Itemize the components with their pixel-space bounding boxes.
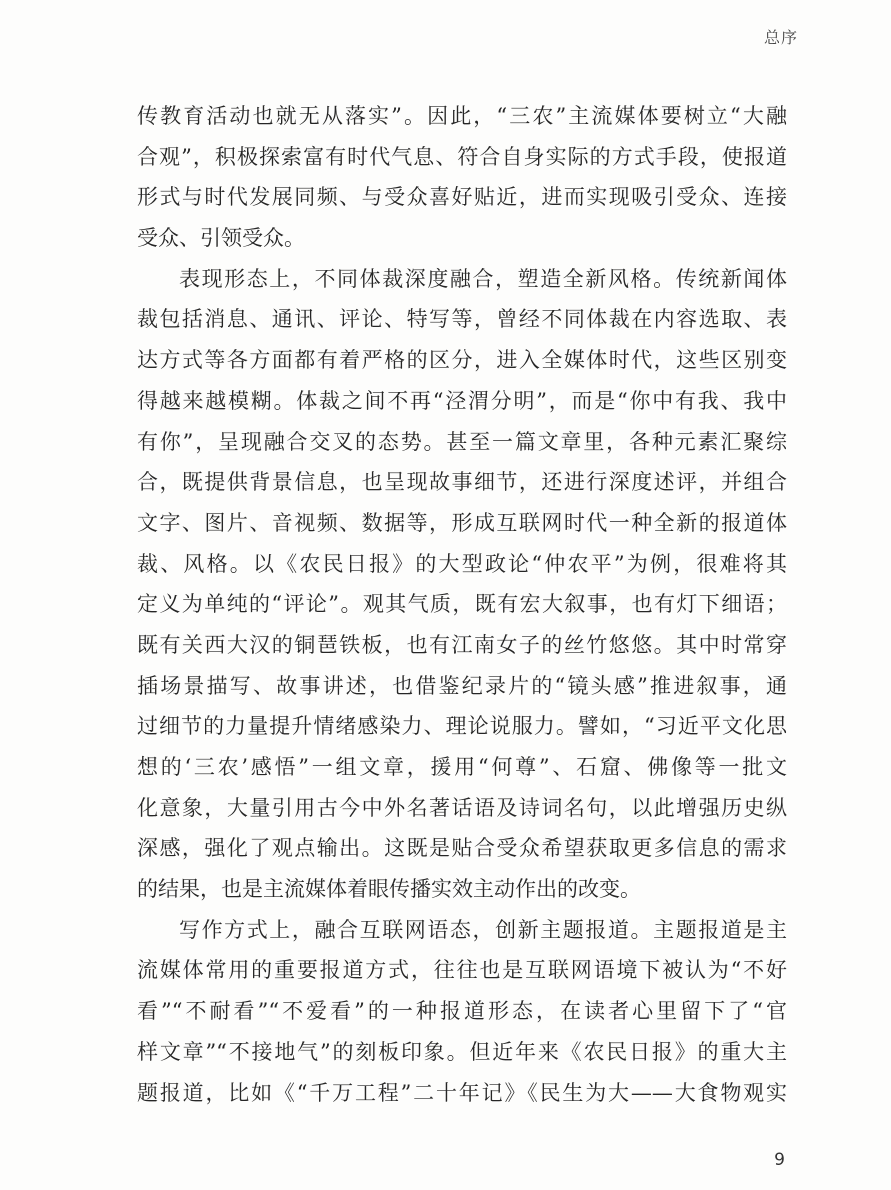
text-line: 流媒体常用的重要报道方式，往往也是互联网语境下被认为“不好 [137, 958, 787, 983]
text-line: 样文章”“不接地气”的刻板印象。但近年来《农民日报》的重大主 [137, 1039, 787, 1064]
text-line: 传教育活动也就无从落实”。因此，“三农”主流媒体要树立“大融 [137, 104, 787, 128]
text-line: 深感，强化了观点输出。这既是贴合受众希望获取更多信息的需求 [137, 836, 787, 861]
text-line: 文字、图片、音视频、数据等，形成互联网时代一种全新的报道体 [137, 510, 787, 535]
text-line: 合观”，积极探索富有时代气息、符合自身实际的方式手段，使报道 [137, 144, 787, 169]
text-line: 裁、风格。以《农民日报》的大型政论“仲农平”为例，很难将其 [137, 551, 787, 576]
text-line: 受众、引领受众。 [137, 226, 305, 251]
text-line: 题报道，比如《“千万工程”二十年记》《民生为大——大食物观实 [137, 1080, 787, 1105]
text-line: 裁包括消息、通讯、评论、特写等，曾经不同体裁在内容选取、表 [137, 307, 787, 332]
text-line: 定义为单纯的“评论”。观其气质，既有宏大叙事，也有灯下细语； [137, 592, 787, 617]
text-line: 既有关西大汉的铜琶铁板，也有江南女子的丝竹悠悠。其中时常穿 [137, 632, 787, 657]
text-line: 有你”，呈现融合交叉的态势。甚至一篇文章里，各种元素汇聚综 [137, 429, 787, 454]
page-number: 9 [774, 1150, 785, 1170]
body-text [137, 96, 787, 1113]
text-line: 写作方式上，融合互联网语态，创新主题报道。主题报道是主 [179, 917, 787, 942]
text-line: 想的‘三农’感悟”一组文章，援用“何尊”、石窟、佛像等一批文 [137, 755, 787, 779]
text-line: 表现形态上，不同体裁深度融合，塑造全新风格。传统新闻体 [179, 266, 787, 291]
text-line: 形式与时代发展同频、与受众喜好贴近，进而实现吸引受众、连接 [137, 185, 787, 210]
text-line: 看”“不耐看”“不爱看”的一种报道形态，在读者心里留下了“官 [137, 999, 787, 1024]
text-line: 化意象，大量引用古今中外名著话语及诗词名句，以此增强历史纵 [137, 795, 787, 820]
text-line: 得越来越模糊。体裁之间不再“泾渭分明”，而是“你中有我、我中 [137, 388, 787, 413]
text-line: 达方式等各方面都有着严格的区分，进入全媒体时代，这些区别变 [137, 348, 787, 373]
running-header: 总序 [763, 28, 798, 47]
text-line: 过细节的力量提升情绪感染力、理论说服力。譬如，“习近平文化思 [137, 714, 787, 739]
text-line: 合，既提供背景信息，也呈现故事细节，还进行深度述评，并组合 [137, 470, 787, 495]
text-line: 的结果，也是主流媒体着眼传播实效主动作出的改变。 [137, 877, 641, 902]
text-line: 插场景描写、故事讲述，也借鉴纪录片的“镜头感”推进叙事，通 [137, 673, 787, 698]
